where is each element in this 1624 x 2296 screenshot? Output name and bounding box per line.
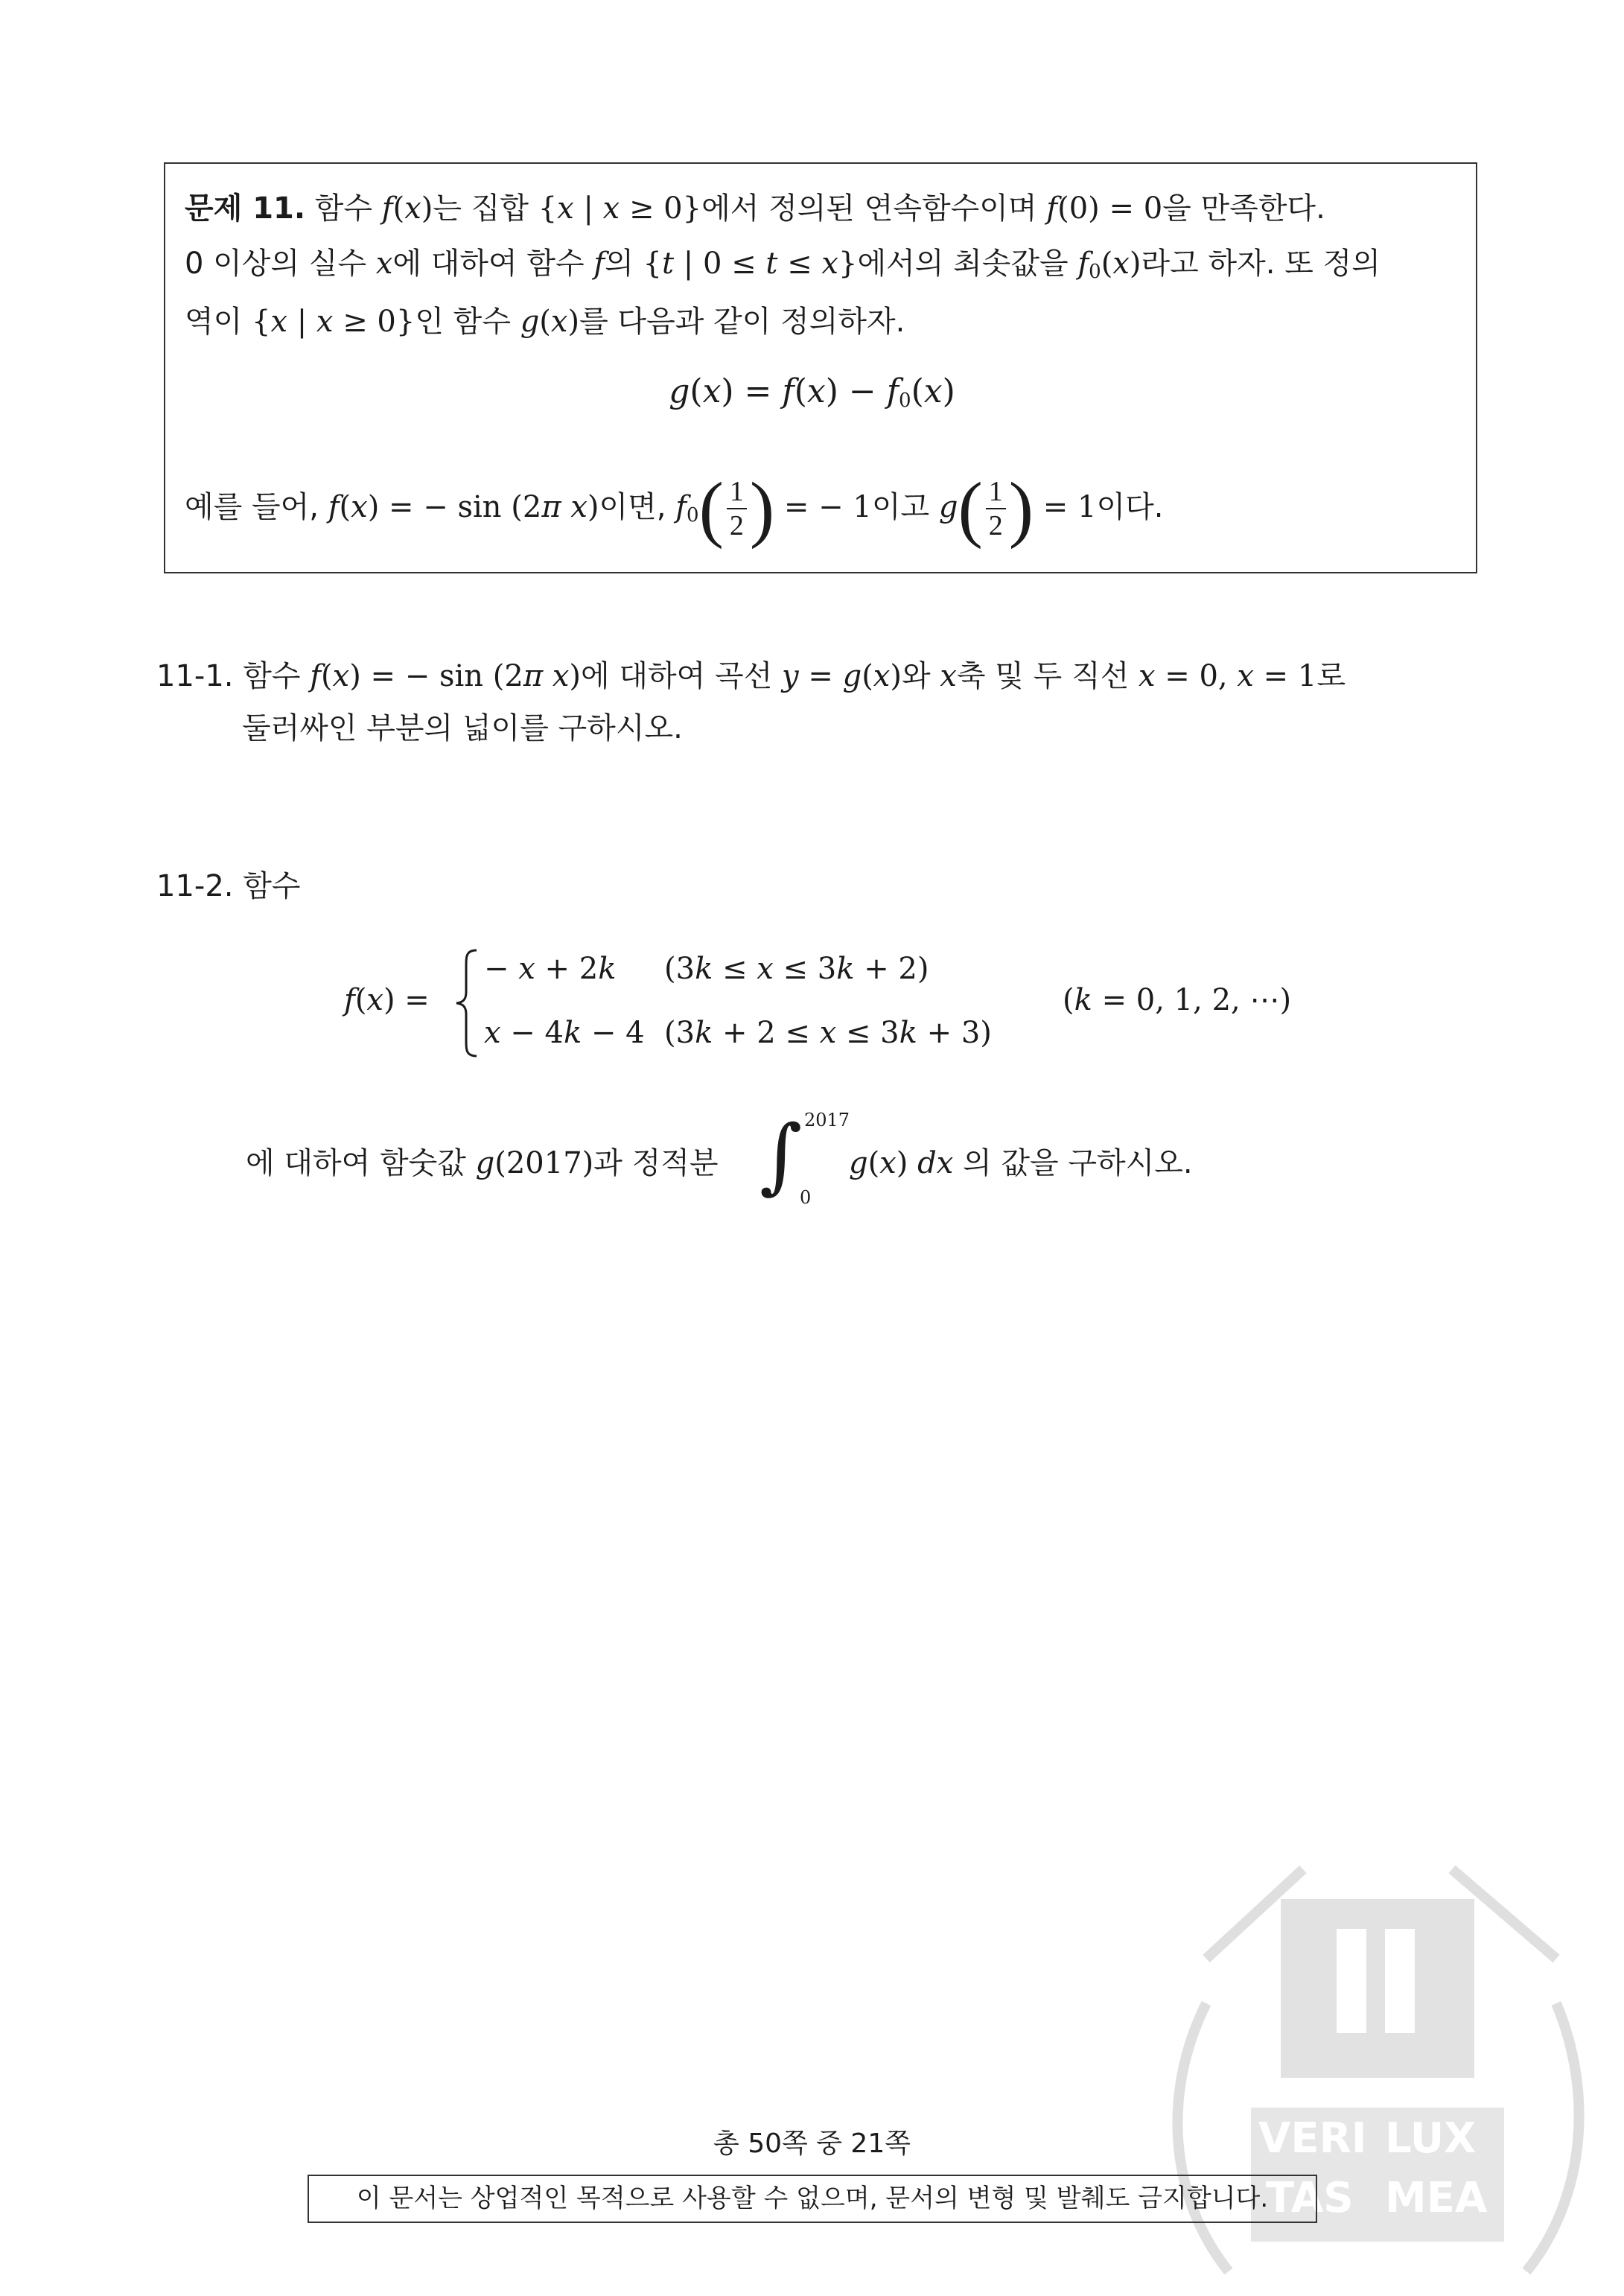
- integral-sign: ∫: [760, 1107, 803, 1203]
- text: 의 값을 구하시오.: [962, 1146, 1193, 1180]
- text: 는 집합: [433, 191, 529, 226]
- text: 의: [605, 247, 634, 281]
- case-1-range: (3k ≤ x ≤ 3k + 2): [664, 952, 929, 986]
- problem-line-1: 문제 11. 함수 f(x)는 집합 {x | x ≥ 0}에서 정의된 연속함수이며 f(0) = 0을 만족한다.: [185, 191, 1325, 226]
- svg-text:LUX: LUX: [1385, 2114, 1477, 2163]
- text: 함수: [243, 659, 301, 693]
- text: 함수: [243, 869, 301, 903]
- text: 에 대하여 함수: [392, 247, 585, 281]
- question-11-1: 11-1. 함수 f(x) = − sin (2π x)에 대하여 곡선 y = g(x)와 x축 및 두 직선 x = 0, x = 1로: [156, 659, 1346, 693]
- text: 로: [1316, 659, 1346, 693]
- integral-lower-limit: 0: [800, 1187, 812, 1208]
- question-11-2-line-2: 에 대하여 함숫값 g(2017)과 정적분 ∫ 2017 0 g(x) dx 의 값을 구하시오.: [246, 1107, 1193, 1208]
- question-11-1-line-2: 둘러싸인 부분의 넓이를 구하시오.: [242, 711, 683, 745]
- text: 역이: [185, 305, 243, 339]
- text: 에 대하여 함숫값: [246, 1146, 466, 1180]
- piecewise-lhs: f(x) =: [344, 983, 430, 1017]
- text: 에서의 최솟값을: [857, 247, 1069, 281]
- page-number: 총 50쪽 중 21쪽: [713, 2128, 911, 2159]
- case-2-expr: x − 4k − 4: [484, 1016, 645, 1050]
- question-label: 11-2.: [156, 869, 234, 903]
- text: 축 및 두 직선: [956, 659, 1130, 693]
- k-values: (k = 0, 1, 2, ⋯): [1063, 983, 1292, 1017]
- text: 와: [901, 659, 931, 693]
- problem-line-3: 역이 {x | x ≥ 0}인 함수 g(x)를 다음과 같이 정의하자.: [185, 305, 905, 339]
- question-label: 11-1.: [156, 659, 234, 693]
- piecewise-function: [344, 940, 1312, 1066]
- text: 함수: [314, 191, 373, 226]
- case-1-expr: − x + 2k: [484, 952, 617, 986]
- copyright-notice: 이 문서는 상업적인 목적으로 사용할 수 없으며, 문서의 변형 및 발췌도 금지합니다.: [308, 2175, 1317, 2223]
- text: 이다.: [1096, 490, 1164, 524]
- text: 에서 정의된 연속함수이며: [701, 191, 1037, 226]
- text: 예를 들어,: [185, 490, 319, 524]
- text: 0 이상의 실수: [185, 247, 367, 281]
- text: 를 다음과 같이 정의하자.: [579, 305, 905, 339]
- text: 에 대하여 곡선: [581, 659, 773, 693]
- text: 라고 하자. 또 정의: [1141, 247, 1381, 281]
- integral-upper-limit: 2017: [804, 1110, 850, 1130]
- brace-icon: [454, 949, 480, 1058]
- text: 이면,: [599, 490, 666, 524]
- text: 인 함수: [415, 305, 511, 339]
- example-line: 예를 들어, f(x) = − sin (2π x)이면, $f_0$( $\frac{1}{2}$ ) = − 1이고 g( $\frac{1}{2}$ ) = 1이다.: [185, 467, 1164, 550]
- text: 과 정적분: [593, 1146, 719, 1180]
- text: 이고: [871, 490, 930, 524]
- question-11-2: [156, 862, 301, 905]
- text: 을 만족한다.: [1162, 191, 1325, 226]
- svg-text:MEA: MEA: [1385, 2174, 1488, 2222]
- svg-text:VERI: VERI: [1258, 2114, 1367, 2163]
- problem-line-2: 0 이상의 실수 x에 대하여 함수 f의 {t | 0 ≤ t ≤ x}에서의 최솟값을 $f_0(x)$라고 하자. 또 정의: [185, 247, 1381, 283]
- problem-label: 문제 11.: [185, 191, 306, 226]
- svg-text:TAS: TAS: [1266, 2174, 1354, 2222]
- g-definition-equation: $g(x) = f(x) - f_0(x)$: [669, 372, 955, 412]
- case-2-range: (3k + 2 ≤ x ≤ 3k + 3): [664, 1016, 992, 1050]
